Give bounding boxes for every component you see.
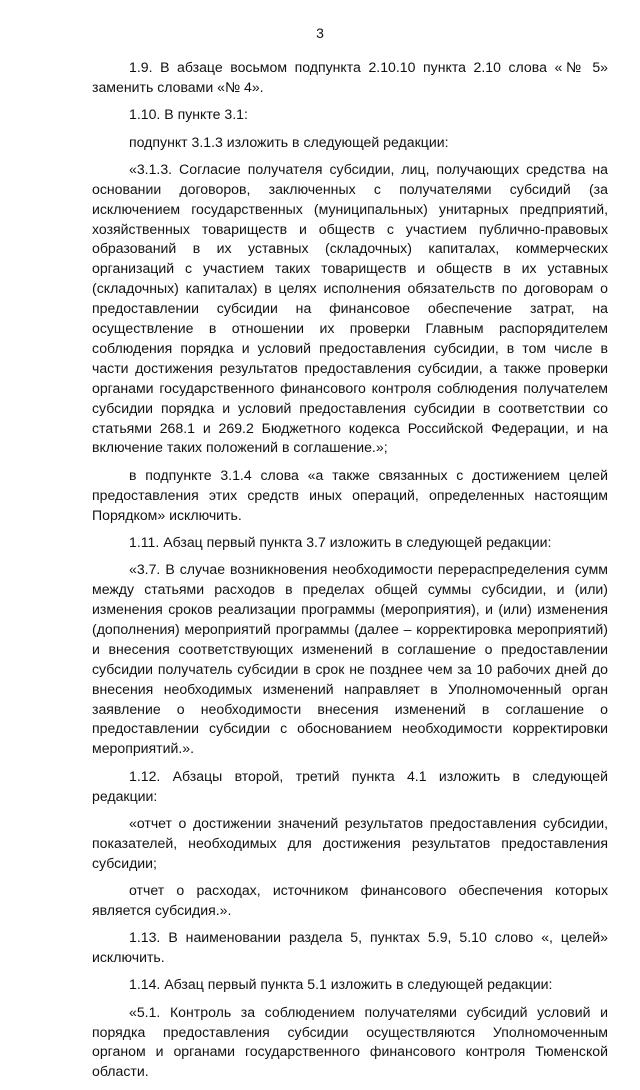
document-body [92,58,608,1090]
paragraph-quote-5-1: «5.1. Контроль за соблюдением получателями субсидий условий и порядка предоставления субсидии осуществляются Уполномоченным органом и органами государственного финансового контроля Тюменской области. [92,1003,608,1080]
page-number: 3 [316,25,324,41]
paragraph-report-results: «отчет о достижении значений результатов предоставления субсидии, показателей, необходимых для достижения результатов предоставления субсидии; [92,814,608,871]
paragraph-1-9: 1.9. В абзаце восьмом подпункта 2.10.10 пункта 2.10 слова «№ 5» заменить словами «№ 4». [92,59,608,95]
paragraph-1-13: 1.13. В наименовании раздела 5, пунктах 5.9, 5.10 слово «, целей» исключить. [92,929,608,966]
paragraph-1-10: 1.10. В пункте 3.1: [129,106,248,123]
paragraph-quote-3-7: «3.7. В случае возникновения необходимости перераспределения сумм между статьями расходов в пределах общей суммы субсидии, и (или) изменения сроков реализации программы (мероприятия), и (или) изменения (дополнения) мероприятий программы (далее – корректировка мероприятий) и внесения соответствующих изменений в соглашение о предоставлении субсидии получатель субсидии в срок не позднее чем за 10 рабочих дней до внесения необходимых изменений направляет в Уполномоченный орган заявление о необходимости внесения изменений в соглашение о предоставлении субсидии с обоснованием необходимости корректировки мероприятий.». [92,561,608,757]
paragraph-1-12: 1.12. Абзацы второй, третий пункта 4.1 изложить в следующей редакции: [92,767,608,804]
paragraph-1-11: 1.11. Абзац первый пункта 3.7 изложить в следующей редакции: [129,533,552,550]
paragraph-report-expenses: отчет о расходах, источником финансового обеспечения которых является субсидия.». [92,881,608,918]
paragraph-quote-3-1-3: «3.1.3. Согласие получателя субсидии, лиц, получающих средства на основании договоров, заключенных с получателями субсидий (за исключением государственных (муниципальных) унитарных предприятий, хозяйственных товариществ и обществ с участием публично-правовых образований в их уставных (складочных) капиталах, коммерческих организаций с участием таких товариществ и обществ в их уставных (складочных) капиталах) в целях исполнения обязательств по договорам о предоставлении субсидии на финансовое обеспечение затрат, на осуществление в отношении их проверки Главным распорядителем соблюдения порядка и условий предоставления субсидии, в том числе в части достижения результатов предоставления субсидии, а также проверки органами государственного финансового контроля соблюдения получателем субсидии порядка и условий предоставления субсидии в соответствии со статьями 268.1 и 269.2 Бюджетного кодекса Российской Федерации, и на включение таких положений в соглашение.»; [92,160,608,456]
paragraph-subpoint-3-1-3-intro: подпункт 3.1.3 изложить в следующей редакции: [129,133,449,150]
paragraph-subpoint-3-1-4: в подпункте 3.1.4 слова «а также связанных с достижением целей предоставления этих средств иных операций, определенных настоящим Порядком» исключить. [92,466,608,523]
paragraph-1-14: 1.14. Абзац первый пункта 5.1 изложить в следующей редакции: [129,976,553,993]
